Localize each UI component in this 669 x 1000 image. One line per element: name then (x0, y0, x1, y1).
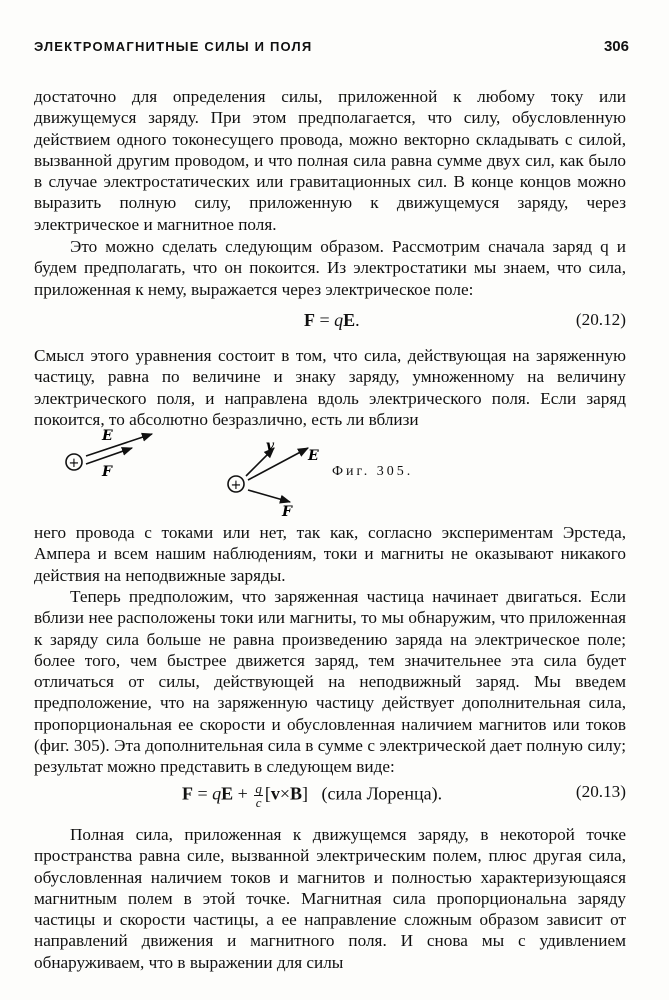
equation-20-13 (34, 781, 626, 810)
equation-20-12 (34, 310, 626, 334)
figure-caption: Фиг. 305. (332, 464, 414, 479)
equation-formula-lorentz: F = qE + $\frac{q}{c}$ [v×B] (сила Лоренца). (182, 781, 443, 810)
page-number: 306 (603, 38, 629, 55)
vector-F-left (86, 448, 132, 464)
charge-symbol-right: + (230, 478, 242, 493)
figure-305 (34, 426, 626, 526)
paragraph-5: Теперь предположим, что заряженная частица начинает двигаться. Если вблизи нее расположены токи или магниты, то мы обнаружим, что приложенная к заряду сила больше не равна произведению заряда на электрическое поле; более того, чем быстрее движется заряд, тем значительнее эта сила будет отличаться от силы, действующей на неподвижный заряд. Мы введем предположение, что на заряженную частицу действует дополнительная сила, пропорциональная ее скорости и обусловленная наличием магнитов или токов (фиг. 305). Эта дополнительная сила в сумме с электрической дает полную силу; результат можно представить в следующем виде: (34, 587, 626, 777)
running-title: ЭЛЕКТРОМАГНИТНЫЕ СИЛЫ И ПОЛЯ (34, 39, 313, 54)
vector-F-right (248, 490, 290, 502)
lorentz-label: (сила Лоренца). (321, 783, 443, 804)
moving-charge-diagram (228, 438, 319, 520)
page-header (34, 38, 629, 55)
stationary-charge-diagram (66, 428, 152, 480)
paragraph-1: достаточно для определения силы, приложенной к любому току или движущемуся заряду. При этом предполагается, что силу, обусловленную действием одного токонесущего провода, можно векторно складывать с силой, вызванной другим проводом, и что полная сила равна сумме двух сил, как было в случае электростатических или гравитационных сил. В конце концов можно выразить полную силу, приложенную к движущемуся заряду, через электрическое и магнитное поля. (34, 87, 626, 234)
paragraph-2: Это можно сделать следующим образом. Рассмотрим сначала заряд q и будем предполагать, что он покоится. Из электростатики мы знаем, что сила, приложенная к нему, выражается через электрическое поле: (34, 237, 626, 299)
label-v: v (266, 438, 275, 454)
label-F-left: F (102, 464, 112, 480)
label-F-right: F (282, 504, 292, 520)
paragraph-4: него провода с токами или нет, так как, согласно экспериментам Эрстеда, Ампера и всем нашим наблюдениям, токи и магниты не оказывают никакого действия на неподвижные заряды. (34, 523, 626, 585)
paragraph-6: Полная сила, приложенная к движущемся заряду, в некоторой точке пространства равна силе, вызванной электрическим полем, плюс другая сила, обусловленная наличием токов и магнитов и полностью характеризующаяся магнитным полем в этой точке. Магнитная сила пропорциональна заряду частицы и скорости частицы, а ее направление сложным образом зависит от направлений движения и магнитного поля. И снова мы с удивлением обнаруживаем, что в выражении для силы (34, 825, 626, 972)
paragraph-3: Смысл этого уравнения состоит в том, что сила, действующая на заряженную частицу, равна по величине и знаку заряду, умноженному на величину электрического поля, и направлена вдоль электрического поля. Если заряд покоится, то абсолютно безразлично, есть ли вблизи (34, 346, 626, 429)
equation-number: (20.12) (575, 310, 626, 329)
equation-number-lorentz: (20.13) (575, 782, 626, 801)
fraction-q-over-c: $\frac{q}{c}$ (255, 781, 262, 810)
charge-symbol-left: + (68, 456, 80, 471)
force-diagram (34, 426, 626, 526)
label-E-left: E (102, 428, 113, 444)
equation-formula: F = qE. (304, 310, 360, 330)
label-E-right: E (308, 448, 319, 464)
